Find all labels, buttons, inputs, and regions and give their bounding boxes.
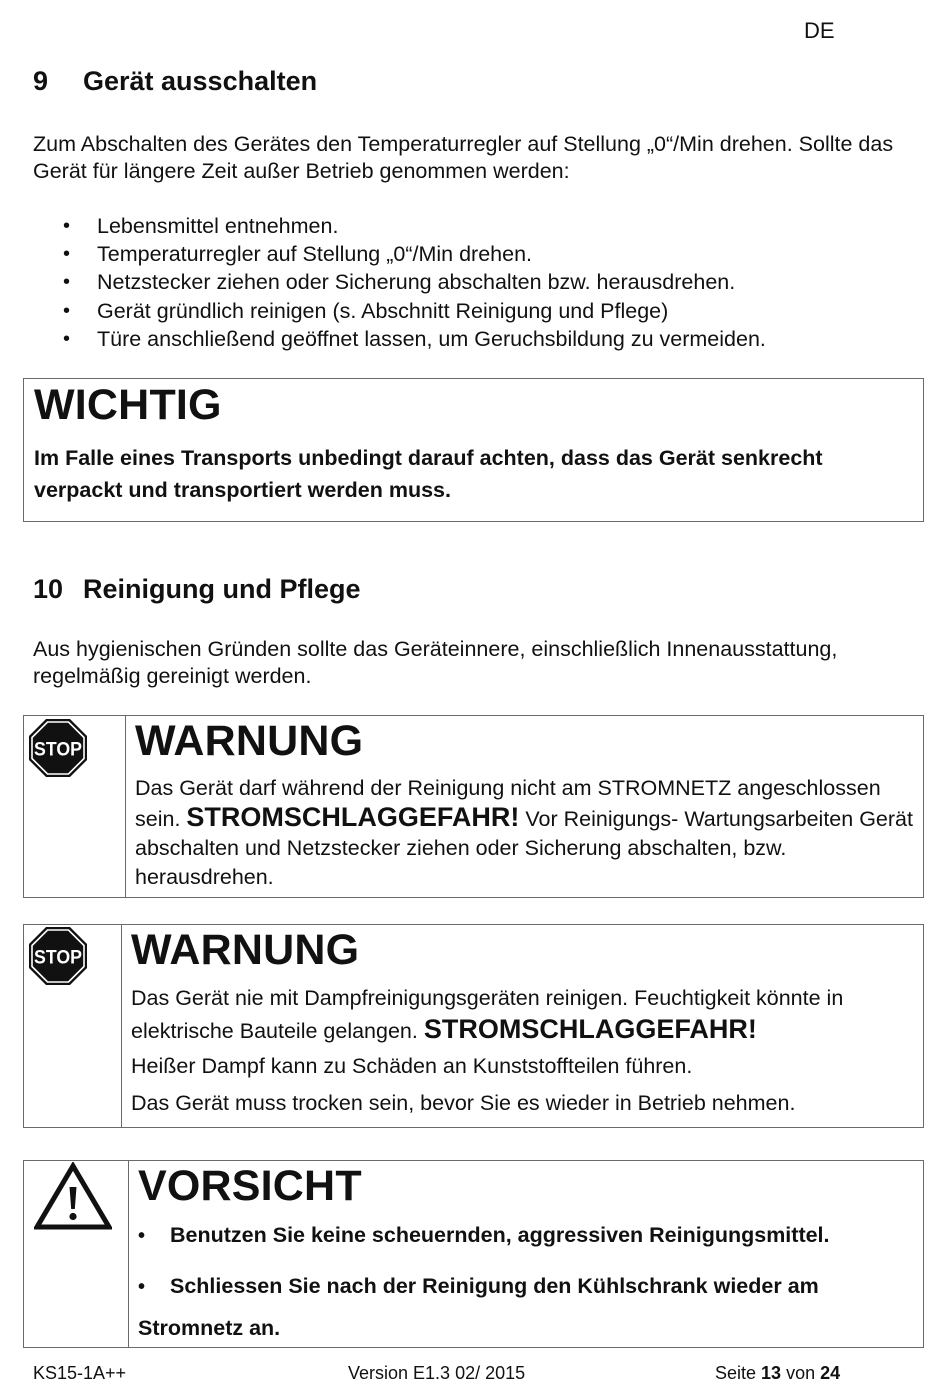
list-item: • Netzstecker ziehen oder Sicherung abschalten bzw. herausdrehen. xyxy=(33,268,766,296)
warning-text xyxy=(131,983,916,1047)
section-9-heading xyxy=(33,66,317,97)
list-item: • Lebensmittel entnehmen. xyxy=(33,212,766,240)
stop-sign-icon xyxy=(27,717,89,779)
footer-model: KS15-1A++ xyxy=(33,1363,127,1383)
section-title: Gerät ausschalten xyxy=(83,66,318,96)
page-mid: von xyxy=(781,1363,821,1383)
bullet: • xyxy=(138,1225,146,1247)
language-code: DE xyxy=(804,18,835,43)
warning-box-power xyxy=(23,715,924,898)
caution-list-item xyxy=(138,1266,908,1349)
warning-text-line: Heißer Dampf kann zu Schäden an Kunststoffteilen führen. xyxy=(131,1054,693,1078)
section-10-intro: Aus hygienischen Gründen sollte das Geräteinnere, einschließlich Innenausstattung, regelmäßig gereinigt werden. xyxy=(33,637,838,688)
stop-sign-label: STOP xyxy=(34,947,83,969)
page-total: 24 xyxy=(820,1363,841,1383)
list-item: • Türe anschließend geöffnet lassen, um Geruchsbildung zu vermeiden. xyxy=(33,325,766,353)
important-notice-box xyxy=(23,378,924,522)
warning-triangle-icon xyxy=(34,1162,112,1230)
caution-list-item xyxy=(138,1221,908,1250)
warning-title: WARNUNG xyxy=(131,926,360,974)
section-number: 10 xyxy=(33,574,64,604)
section-10-heading xyxy=(33,574,361,605)
bullet: • xyxy=(138,1276,146,1298)
warning-text-part: Das Gerät nie mit Dampfreinigungsgeräten reinigen. Feuchtigkeit könnte in elektrische Bauteile gelangen. xyxy=(131,986,844,1043)
footer-page-number xyxy=(715,1363,840,1384)
footer-version: Version E1.3 02/ 2015 xyxy=(348,1363,526,1383)
stop-sign-icon xyxy=(27,925,89,987)
caution-text: Schliessen Sie nach der Reinigung den Kühlschrank wieder am Stromnetz an. xyxy=(138,1274,819,1340)
shutdown-steps-list xyxy=(33,212,766,353)
warning-text-line: Das Gerät muss trocken sein, bevor Sie es wieder in Betrieb nehmen. xyxy=(131,1091,796,1115)
warning-text-part: Vor Reinigungs- Wartungsarbeiten Gerät abschalten und Netzstecker ziehen oder Sicherung abschalten, bzw. herausdrehen. xyxy=(135,807,913,889)
caution-title: VORSICHT xyxy=(138,1162,362,1210)
warning-title: WARNUNG xyxy=(135,717,364,765)
stop-sign-label: STOP xyxy=(34,739,83,761)
warning-icon-cell xyxy=(24,716,126,897)
important-text: Im Falle eines Transports unbedingt darauf achten, dass das Gerät senkrecht verpackt und transportiert werden muss. xyxy=(34,446,823,502)
caution-box xyxy=(23,1160,924,1348)
caution-text: Benutzen Sie keine scheuernden, aggressiven Reinigungsmittel. xyxy=(170,1223,830,1247)
section-title: Reinigung und Pflege xyxy=(83,574,361,604)
warning-icon-cell xyxy=(24,925,122,1127)
danger-label: STROMSCHLAGGEFAHR! xyxy=(423,1014,757,1044)
warning-text-part: Das Gerät darf während der Reinigung nicht am STROMNETZ angeschlossen sein. xyxy=(135,776,881,831)
page-prefix: Seite xyxy=(715,1363,762,1383)
danger-label: STROMSCHLAGGEFAHR! xyxy=(186,802,520,832)
warning-box-steam xyxy=(23,924,924,1128)
warning-text xyxy=(135,774,920,892)
list-item: • Temperaturregler auf Stellung „0“/Min drehen. xyxy=(33,240,766,268)
list-item: • Gerät gründlich reinigen (s. Abschnitt Reinigung und Pflege) xyxy=(33,297,766,325)
important-title: WICHTIG xyxy=(34,381,222,429)
section-number: 9 xyxy=(33,66,49,96)
caution-icon-cell xyxy=(24,1161,129,1347)
section-9-intro: Zum Abschalten des Gerätes den Temperaturregler auf Stellung „0“/Min drehen. Sollte das Gerät für längere Zeit außer Betrieb genommen werden: xyxy=(33,132,894,183)
page-current: 13 xyxy=(761,1363,782,1383)
